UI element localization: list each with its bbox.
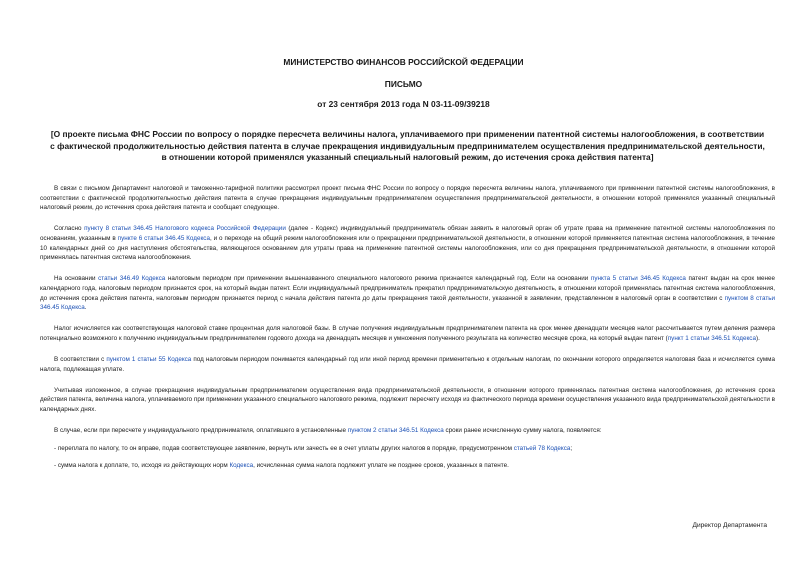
- paragraph-text: налоговым периодом при применении вышеназванного специального налогового режима признается календарный год. Если на основании: [165, 275, 591, 283]
- paragraph-text: .: [84, 304, 87, 312]
- paragraph-text: Налог исчисляется как соответствующая налоговой ставке процентная доля налоговой базы. В случае получения индивидуальным предпринимателем патента на срок менее двенадцати месяцев налог рассчитывается путем деления размера потенциально возможного к получению индивидуальным предпринимателем годового дохода на двенадцать месяцев и умножения полученного результата на количество месяцев срока, на который выдан патент (: [40, 325, 775, 342]
- paragraph-5: [40, 355, 775, 374]
- document-title: [О проекте письма ФНС России по вопросу о порядке пересчета величины налога, уплачиваемого при применении патентной системы налогообложения, в соответствии с фактической продолжительностью действия патента в случае прекращения индивидуальным предпринимателем осуществления предпринимательской деятельности, в отношении которой применялся указанный специальный налоговый режим, до истечения срока действия патента]: [50, 129, 765, 162]
- link-p6-art346-45[interactable]: пункте 6 статьи 346.45 Кодекса: [117, 234, 210, 242]
- paragraph-text: - переплата по налогу, то он вправе, подав соответствующее заявление, вернуть или зачесть ее в счет уплаты других налогов в порядке, предусмотренном: [54, 444, 514, 452]
- paragraph-text: , и о переходе на общий режим налогообложения или о прекращении предпринимательской деятельности, в отношении которой применяется патентная система налогообложения, в течение 10 календарных дней со дня наступления обстоятельства, являющегося основанием для утраты права на применение патентной системы налогообложения, или со дня прекращения предпринимательской деятельности, в отношении которой применялась патентная система налогообложения.: [40, 234, 775, 262]
- link-p1-art55[interactable]: пунктом 1 статьи 55 Кодекса: [106, 356, 192, 364]
- paragraph-text: сроки ранее исчисленную сумму налога, появляется:: [443, 427, 602, 435]
- signature-title: Директор Департамента: [692, 522, 767, 529]
- paragraph-text: , исчисленная сумма налога подлежит уплате не позднее сроков, указанных в патенте.: [253, 462, 509, 470]
- paragraph-text: ).: [755, 334, 760, 342]
- paragraph-text: На основании: [54, 275, 99, 283]
- paragraph-text: Учитывая изложенное, в случае прекращения индивидуальным предпринимателем осуществления вида предпринимательской деятельности, в отношении которого применялась патентная система налогообложения, до истечения срока действия патента, величина налога, уплачиваемого при применении указанного специального налогового режима, подлежит пересчету исходя из фактического периода времени осуществления указанного вида предпринимательской деятельности в календарных днях.: [40, 386, 775, 414]
- link-p2-art346-51[interactable]: пунктом 2 статьи 346.51 Кодекса: [347, 427, 444, 435]
- paragraph-3: [40, 274, 775, 312]
- paragraph-text: Согласно: [54, 225, 85, 233]
- paragraph-text: патент выдан на срок менее календарного года, налоговым периодом признается срок, на который выдан патент. Если индивидуальный предприниматель прекратил предпринимательскую деятельность, в отношении которой применялась патентная система налогообложения, до истечения срока действия патента, налоговым периодом признается период с начала действия патента до даты прекращения такой деятельности, указанной в заявлении, представленном в налоговый орган в соответствии с: [40, 275, 776, 302]
- link-art78[interactable]: статьей 78 Кодекса: [513, 444, 571, 452]
- paragraph-4: [40, 324, 775, 343]
- paragraph-text: В соответствии с: [54, 356, 107, 364]
- paragraph-9: [40, 461, 775, 471]
- link-p5-art346-45[interactable]: пункта 5 статьи 346.45 Кодекса: [590, 275, 686, 283]
- document-date-number: от 23 сентября 2013 года N 03-11-09/39218: [317, 99, 490, 109]
- link-art346-49[interactable]: статьи 346.49 Кодекса: [98, 275, 166, 283]
- paragraph-7: [40, 426, 775, 436]
- ministry-heading: МИНИСТЕРСТВО ФИНАНСОВ РОССИЙСКОЙ ФЕДЕРАЦИИ: [283, 57, 524, 67]
- paragraph-text: В связи с письмом Департамент налоговой и таможенно-тарифной политики рассмотрел проект письма ФНС России по вопросу о порядке пересчета величины налога, уплачиваемого при применении патентной системы налогообложения, в соответствии с фактической продолжительностью действия патента в случае прекращения индивидуальным предпринимателем осуществления предпринимательской деятельности, в отношении которой применялся указанный специальный налоговый режим, до истечения срока действия патента и сообщает следующее.: [40, 185, 775, 212]
- paragraph-text: - сумма налога к доплате, то, исходя из действующих норм: [54, 462, 230, 470]
- paragraph-text: (далее - Кодекс) индивидуальный предприниматель обязан заявить в налоговый орган об утрате права на применение патентной системы налогообложения по основаниям, указанным в: [40, 225, 775, 242]
- document-body: [40, 184, 775, 483]
- document-type: ПИСЬМО: [384, 79, 423, 89]
- link-kodeks[interactable]: Кодекса: [229, 462, 254, 470]
- paragraph-text: В случае, если при пересчете у индивидуального предпринимателя, оплатившего в установленные: [54, 427, 348, 435]
- paragraph-1: [40, 184, 775, 213]
- link-p8-art346-45-nk[interactable]: пункту 8 статьи 346.45 Налогового кодекса Российской Федерации: [84, 225, 286, 233]
- paragraph-6: [40, 386, 775, 415]
- paragraph-8: [40, 444, 775, 454]
- link-p8-art346-45[interactable]: пунктом 8 статьи 346.45 Кодекса: [40, 294, 776, 312]
- paragraph-2: [40, 224, 775, 262]
- paragraph-text: под налоговым периодом понимается календарный год или иной период времени применительно к отдельным налогам, по окончании которого определяется налоговая база и исчисляется сумма налога, подлежащая уплате.: [40, 356, 775, 373]
- paragraph-text: ;: [570, 444, 573, 452]
- link-p1-art346-51[interactable]: пункт 1 статьи 346.51 Кодекса: [667, 334, 756, 342]
